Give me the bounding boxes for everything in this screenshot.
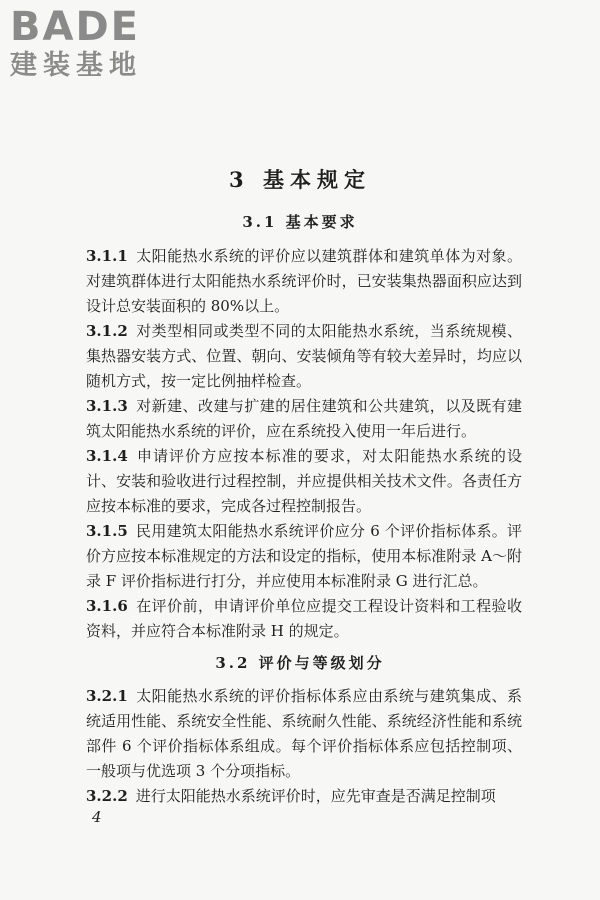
clause-text: 对类型相同或类型不同的太阳能热水系统，当系统规模、集热器安装方式、位置、朝向、安装倾角等有较大差异时，均应以随机方式，按一定比例抽样检查。 bbox=[86, 322, 522, 390]
clause-text: 在评价前，申请评价单位应提交工程设计资料和工程验收资料，并应符合本标准附录 H 的规定。 bbox=[86, 597, 522, 640]
clause-number: 3.1.2 bbox=[86, 322, 128, 340]
chapter-title: 3 基本规定 bbox=[229, 167, 371, 192]
clause-number: 3.2.2 bbox=[86, 787, 128, 805]
clause-3-2-1 bbox=[86, 684, 522, 784]
page-number: 4 bbox=[92, 808, 102, 826]
clause-text: 对新建、改建与扩建的居住建筑和公共建筑，以及既有建筑太阳能热水系统的评价，应在系统投入使用一年后进行。 bbox=[86, 397, 522, 440]
logo-subtitle: 建装基地 bbox=[10, 50, 142, 81]
clause-3-2-2 bbox=[86, 784, 522, 809]
clause-number: 3.2.1 bbox=[86, 687, 128, 705]
clause-number: 3.1.3 bbox=[86, 397, 128, 415]
clause-number: 3.1.1 bbox=[86, 247, 128, 265]
clause-3-1-5 bbox=[86, 519, 522, 594]
publisher-logo bbox=[10, 6, 142, 82]
section-3-1-body bbox=[86, 244, 522, 644]
logo-brand: BADE bbox=[10, 4, 140, 50]
clause-text: 进行太阳能热水系统评价时，应先审查是否满足控制项 bbox=[135, 787, 496, 805]
section-title-3-2: 3.2 评价与等级划分 bbox=[215, 654, 385, 672]
section-3-2-body bbox=[86, 684, 522, 809]
clause-number: 3.1.4 bbox=[86, 447, 128, 465]
section-title-3-1: 3.1 基本要求 bbox=[242, 213, 358, 231]
clause-3-1-4 bbox=[86, 444, 522, 519]
clause-number: 3.1.5 bbox=[86, 522, 128, 540]
clause-number: 3.1.6 bbox=[86, 597, 128, 615]
clause-3-1-6 bbox=[86, 594, 522, 644]
clause-text: 太阳能热水系统的评价指标体系应由系统与建筑集成、系统适用性能、系统安全性能、系统耐久性能、系统经济性能和系统部件 6 个评价指标体系组成。每个评价指标体系应包括控制项、一般项与优选项 3 个分项指标。 bbox=[86, 687, 522, 780]
clause-3-1-1 bbox=[86, 244, 522, 319]
clause-3-1-3 bbox=[86, 394, 522, 444]
clause-text: 申请评价方应按本标准的要求，对太阳能热水系统的设计、安装和验收进行过程控制，并应提供相关技术文件。各责任方应按本标准的要求，完成各过程控制报告。 bbox=[86, 447, 522, 515]
clause-text: 民用建筑太阳能热水系统评价应分 6 个评价指标体系。评价方应按本标准规定的方法和设定的指标，使用本标准附录 A～附录 F 评价指标进行打分，并应使用本标准附录 G 进行汇总。 bbox=[86, 522, 522, 590]
clause-3-1-2 bbox=[86, 319, 522, 394]
clause-text: 太阳能热水系统的评价应以建筑群体和建筑单体为对象。对建筑群体进行太阳能热水系统评价时，已安装集热器面积应达到设计总安装面积的 80%以上。 bbox=[86, 247, 522, 315]
